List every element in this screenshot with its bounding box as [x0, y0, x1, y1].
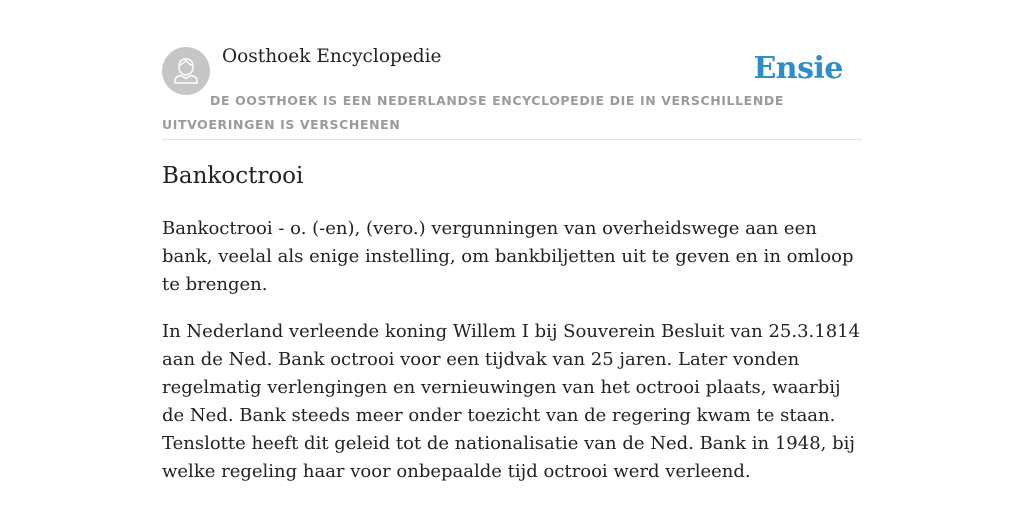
- page: [162, 0, 862, 512]
- user-icon: [162, 47, 210, 95]
- article-paragraph: Bankoctrooi - o. (-en), (vero.) vergunningen van overheidswege aan een bank, veelal als enige instelling, om bankbiljetten uit te geven en in omloop te brengen.: [162, 218, 854, 295]
- avatar[interactable]: [162, 47, 210, 95]
- tagline: DE OOSTHOEK IS EEN NEDERLANDSE ENCYCLOPEDIE DIE IN VERSCHILLENDE UITVOERINGEN IS VERSCHENEN: [162, 93, 784, 132]
- article-paragraph: In Nederland verleende koning Willem I bij Souverein Besluit van 25.3.1814 aan de Ned. Bank octrooi voor een tijdvak van 25 jaren. Later vonden regelmatig verlengingen en vernieuwingen van het octrooi plaats, waarbij de Ned. Bank steeds meer onder toezicht van de regering kwam te staan. Tenslotte heeft dit geleid tot de nationalisatie van de Ned. Bank in 1948, bij welke regeling haar voor onbepaalde tijd octrooi werd verleend.: [162, 321, 861, 482]
- site-title[interactable]: Oosthoek Encyclopedie: [222, 46, 442, 67]
- brand-logo[interactable]: Ensie: [753, 51, 843, 86]
- article-body: [162, 215, 862, 505]
- article-title: Bankoctrooi: [162, 163, 304, 189]
- header-divider: [162, 139, 862, 140]
